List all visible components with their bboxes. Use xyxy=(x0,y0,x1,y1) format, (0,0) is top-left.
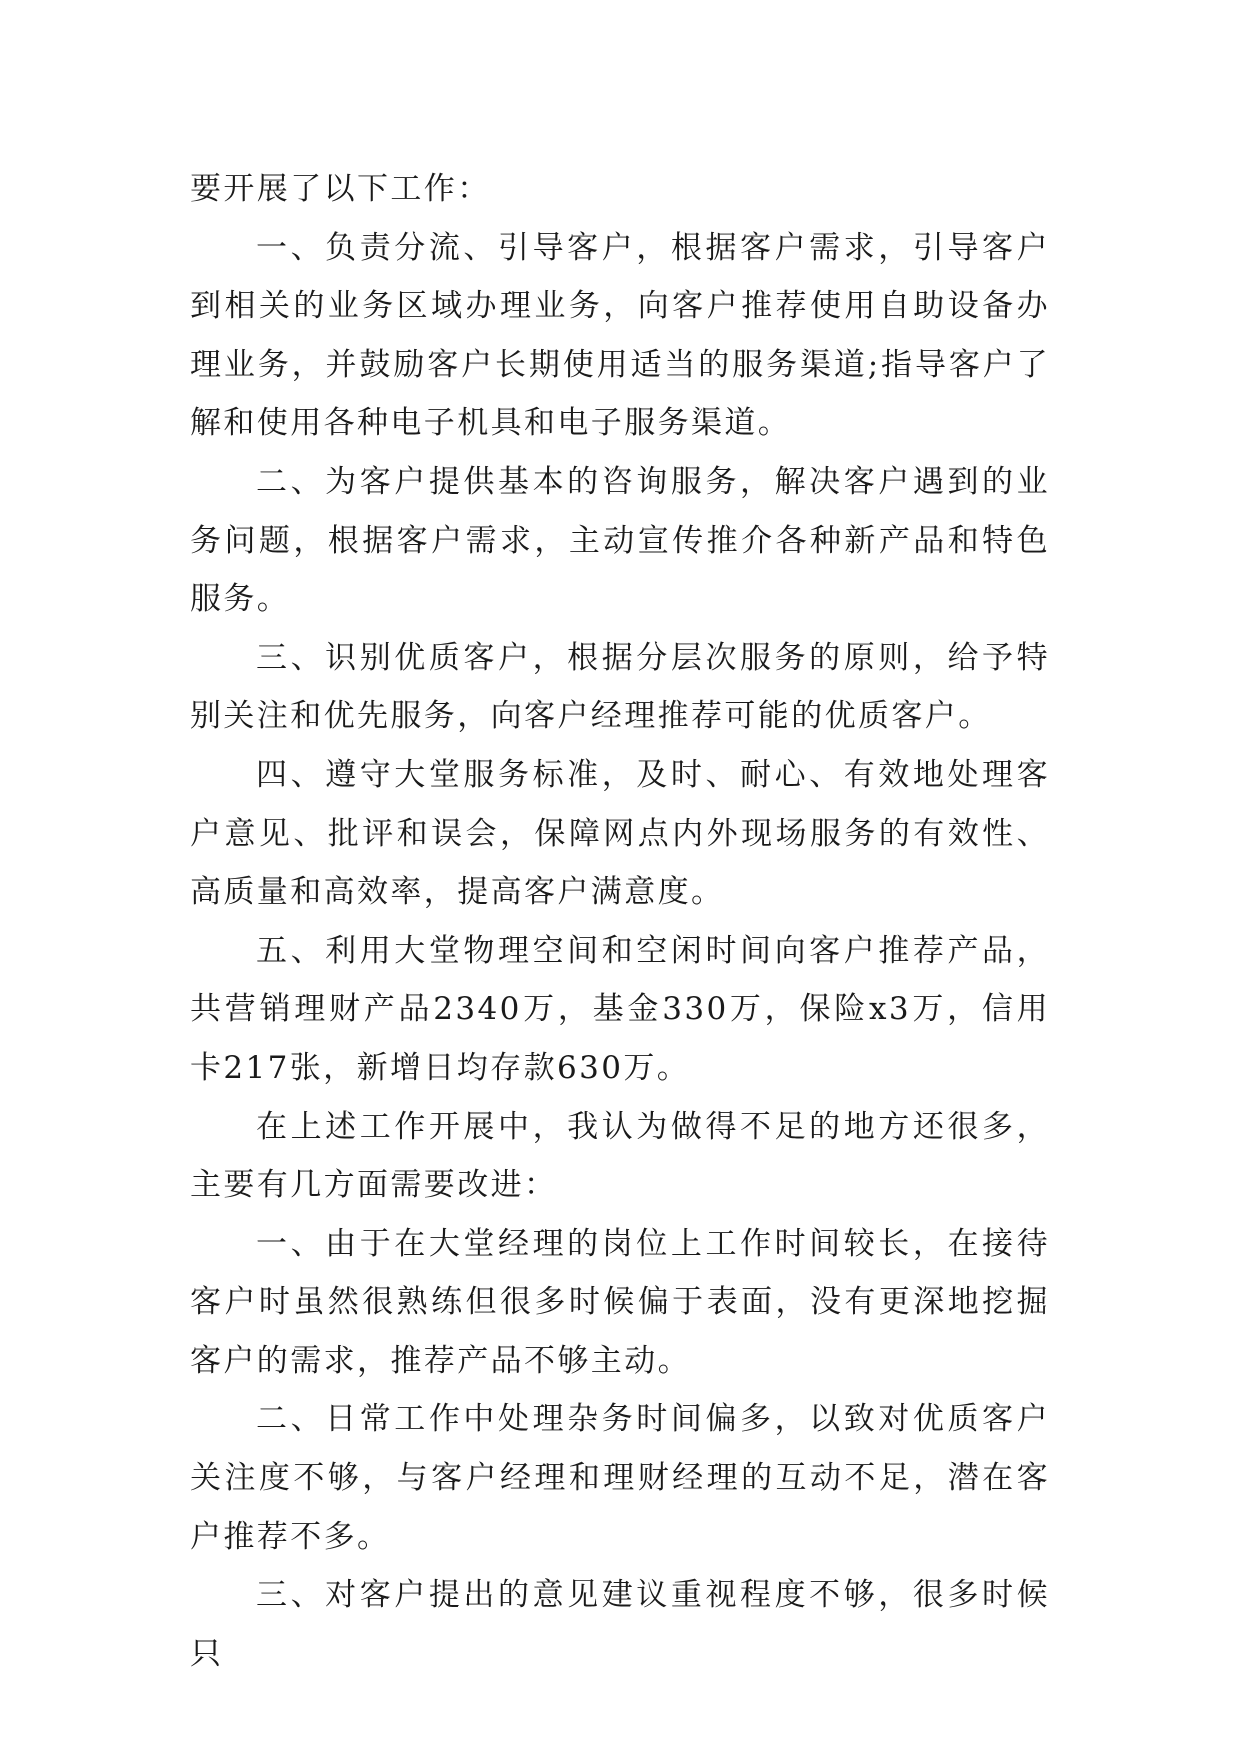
paragraph-duty-3: 三、识别优质客户，根据分层次服务的原则，给予特别关注和优先服务，向客户经理推荐可能的优质客户。 xyxy=(190,639,1050,735)
paragraph-shortcoming-1: 一、由于在大堂经理的岗位上工作时间较长，在接待客户时虽然很熟练但很多时候偏于表面，没有更深地挖掘客户的需求，推荐产品不够主动。 xyxy=(190,1225,1050,1379)
paragraph-shortcoming-2: 二、日常工作中处理杂务时间偏多，以致对优质客户关注度不够，与客户经理和理财经理的互动不足，潜在客户推荐不多。 xyxy=(190,1401,1050,1555)
paragraph-duty-1: 一、负责分流、引导客户，根据客户需求，引导客户到相关的业务区域办理业务，向客户推荐使用自助设备办理业务，并鼓励客户长期使用适当的服务渠道;指导客户了解和使用各种电子机具和电子服务渠道。 xyxy=(190,229,1050,442)
paragraph-duty-5: 五、利用大堂物理空间和空闲时间向客户推荐产品，共营销理财产品2340万，基金330万，保险x3万，信用卡217张，新增日均存款630万。 xyxy=(190,932,1050,1086)
document-page xyxy=(190,160,1050,1683)
paragraph-duty-4: 四、遵守大堂服务标准，及时、耐心、有效地处理客户意见、批评和误会，保障网点内外现场服务的有效性、高质量和高效率，提高客户满意度。 xyxy=(190,756,1050,911)
paragraph-shortcoming-3: 三、对客户提出的意见建议重视程度不够，很多时候只 xyxy=(190,1577,1050,1672)
paragraph-continuation: 要开展了以下工作： xyxy=(190,171,491,207)
paragraph-shortcomings-intro: 在上述工作开展中，我认为做得不足的地方还很多，主要有几方面需要改进： xyxy=(190,1108,1050,1204)
paragraph-duty-2: 二、为客户提供基本的咨询服务，解决客户遇到的业务问题，根据客户需求，主动宣传推介各种新产品和特色服务。 xyxy=(190,463,1050,618)
